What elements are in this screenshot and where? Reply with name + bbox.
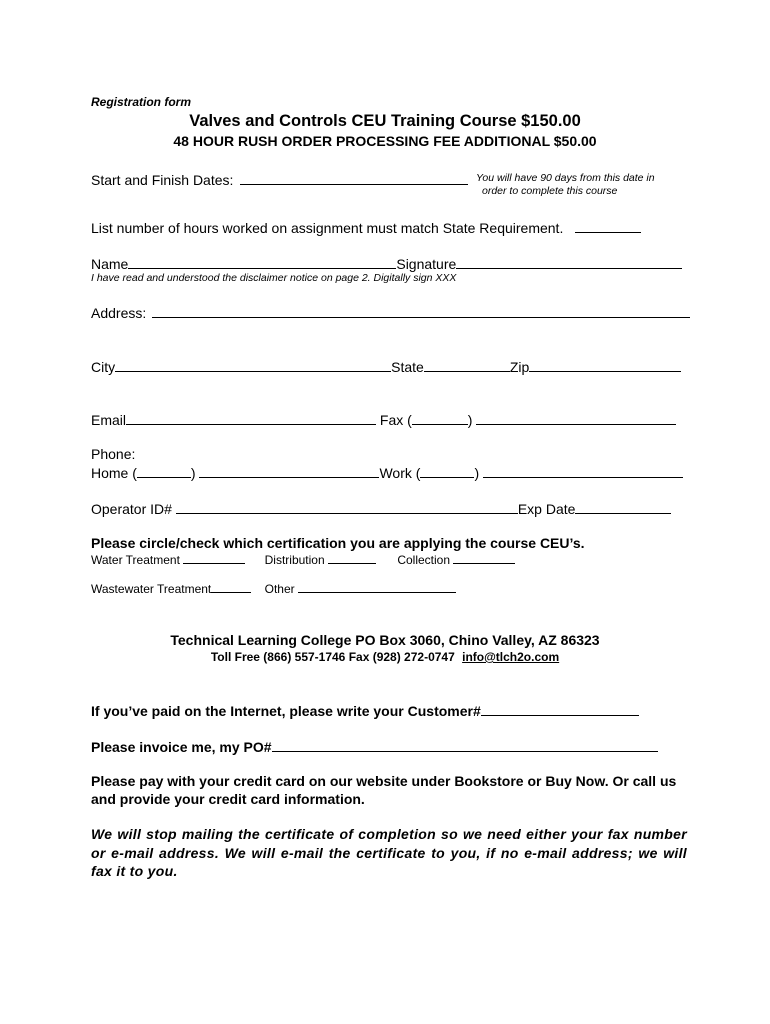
address-field[interactable] bbox=[152, 303, 690, 318]
cert-distribution-field[interactable] bbox=[328, 552, 376, 564]
name-label: Name bbox=[91, 256, 129, 272]
dates-label: Start and Finish Dates: bbox=[91, 172, 234, 188]
college-contact bbox=[0, 650, 770, 664]
rush-fee-notice: 48 HOUR RUSH ORDER PROCESSING FEE ADDITIONAL $50.00 bbox=[173, 133, 597, 149]
cert-collection-field[interactable] bbox=[453, 552, 515, 564]
name-field[interactable] bbox=[128, 254, 396, 269]
zip-field[interactable] bbox=[529, 357, 681, 372]
college-email-link[interactable]: info@tlch2o.com bbox=[462, 650, 560, 664]
city-state-zip-row bbox=[91, 357, 681, 375]
cert-row-2 bbox=[91, 581, 456, 596]
state-label: State bbox=[391, 359, 424, 375]
dates-note-line1: You will have 90 days from this date in bbox=[476, 172, 655, 184]
exp-date-label: Exp Date bbox=[517, 501, 576, 517]
college-address: Technical Learning College PO Box 3060, Chino Valley, AZ 86323 bbox=[170, 632, 600, 648]
work-label: Work ( bbox=[379, 465, 421, 481]
email-field[interactable] bbox=[126, 410, 376, 425]
college-phone-fax: Toll Free (866) 557-1746 Fax (928) 272-0747 bbox=[210, 650, 455, 664]
work-area-code-field[interactable] bbox=[420, 463, 474, 478]
hours-row bbox=[91, 218, 641, 236]
hours-field[interactable] bbox=[575, 218, 641, 233]
po-row bbox=[91, 737, 658, 755]
fax-number-field[interactable] bbox=[476, 410, 676, 425]
cert-collection: Collection bbox=[397, 553, 451, 567]
disclaimer-note: I have read and understood the disclaimer notice on page 2. Digitally sign XXX bbox=[91, 272, 457, 284]
state-field[interactable] bbox=[424, 357, 510, 372]
hours-label: List number of hours worked on assignment must match State Requirement. bbox=[91, 220, 564, 236]
cert-water-treatment: Water Treatment bbox=[91, 553, 180, 567]
cert-other: Other bbox=[264, 582, 295, 596]
home-number-field[interactable] bbox=[199, 463, 379, 478]
cert-other-field[interactable] bbox=[298, 581, 456, 593]
email-fax-row bbox=[91, 410, 676, 428]
course-title: Valves and Controls CEU Training Course $150.00 bbox=[189, 112, 581, 130]
home-area-code-field[interactable] bbox=[137, 463, 191, 478]
dates-row bbox=[91, 170, 468, 188]
email-label: Email bbox=[91, 412, 127, 428]
address-row bbox=[91, 303, 690, 321]
signature-field[interactable] bbox=[456, 254, 682, 269]
po-label: Please invoice me, my PO# bbox=[91, 739, 272, 755]
customer-label: If you’ve paid on the Internet, please write your Customer# bbox=[91, 703, 481, 719]
cert-wastewater-field[interactable] bbox=[211, 581, 251, 593]
cert-row-1 bbox=[91, 552, 515, 567]
certification-heading: Please circle/check which certification you are applying the course CEU’s. bbox=[91, 535, 585, 551]
certificate-mailing-note: We will stop mailing the certificate of completion so we need either your fax number or e-mail address. We will e-mail the certificate to you, if no e-mail address; we will fax it to you. bbox=[91, 826, 687, 879]
work-number-field[interactable] bbox=[483, 463, 683, 478]
fax-paren-close: ) bbox=[467, 412, 473, 428]
po-number-field[interactable] bbox=[272, 737, 658, 752]
city-field[interactable] bbox=[115, 357, 391, 372]
exp-date-field[interactable] bbox=[575, 499, 671, 514]
operator-row bbox=[91, 499, 671, 517]
customer-number-field[interactable] bbox=[481, 701, 639, 716]
name-signature-row bbox=[91, 254, 682, 272]
phone-label: Phone: bbox=[91, 446, 136, 462]
home-paren-close: ) bbox=[190, 465, 196, 481]
phone-row bbox=[91, 463, 683, 481]
operator-label: Operator ID# bbox=[91, 501, 172, 517]
cert-water-field[interactable] bbox=[183, 552, 245, 564]
home-label: Home ( bbox=[91, 465, 137, 481]
cert-distribution: Distribution bbox=[264, 553, 325, 567]
credit-card-note: Please pay with your credit card on our website under Bookstore or Buy Now. Or call us and provide your credit card information. bbox=[91, 773, 677, 807]
city-label: City bbox=[91, 359, 116, 375]
customer-row bbox=[91, 701, 639, 719]
work-paren-close: ) bbox=[474, 465, 480, 481]
form-label: Registration form bbox=[91, 95, 192, 109]
dates-note-line2: order to complete this course bbox=[482, 185, 618, 197]
address-label: Address: bbox=[91, 305, 147, 321]
fax-label: Fax ( bbox=[379, 412, 412, 428]
dates-field[interactable] bbox=[240, 170, 468, 185]
operator-id-field[interactable] bbox=[176, 499, 518, 514]
cert-wastewater-treatment: Wastewater Treatment bbox=[91, 582, 212, 596]
zip-label: Zip bbox=[509, 359, 530, 375]
signature-label: Signature bbox=[396, 256, 457, 272]
fax-area-code-field[interactable] bbox=[412, 410, 468, 425]
